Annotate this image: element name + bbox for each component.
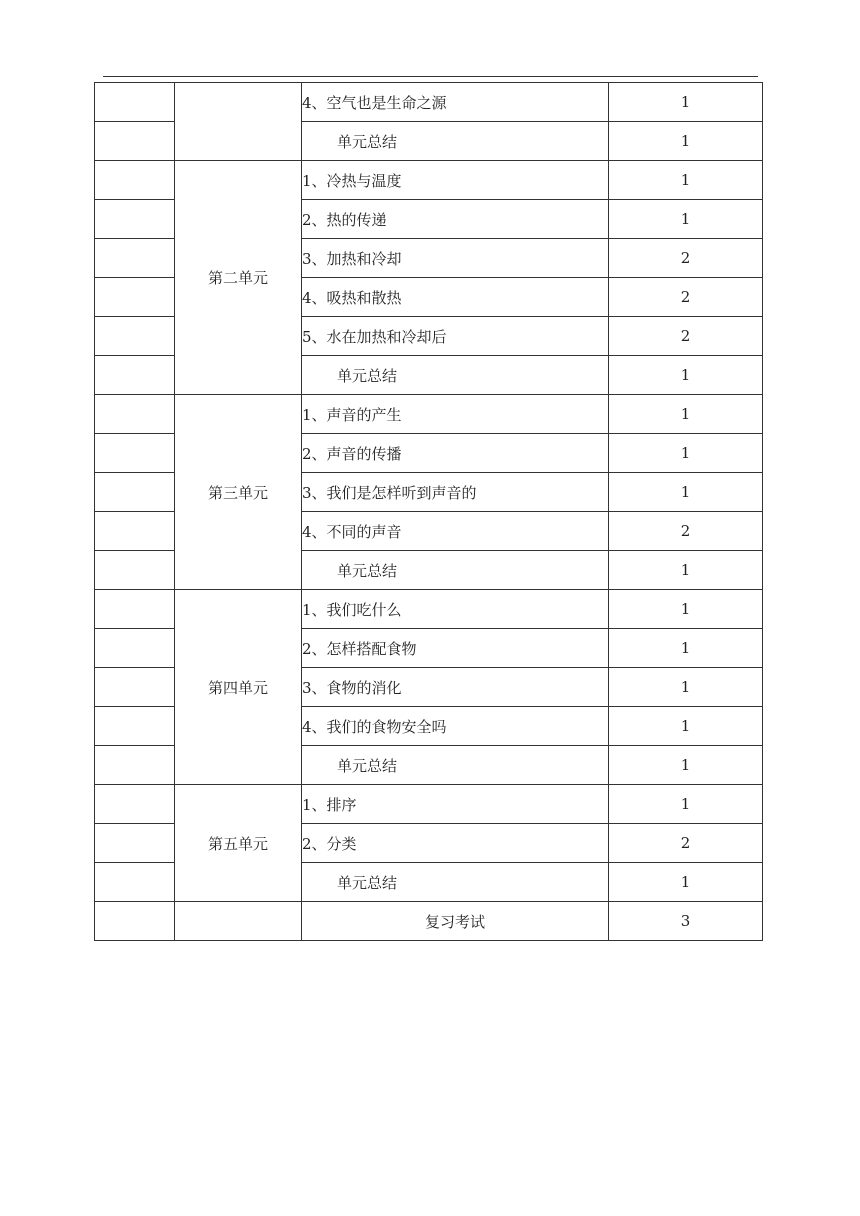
index-cell <box>95 629 175 668</box>
hours-cell: 1 <box>609 434 763 473</box>
lesson-schedule-table <box>94 82 763 941</box>
hours-cell: 1 <box>609 395 763 434</box>
index-cell <box>95 902 175 941</box>
unit-cell <box>175 83 302 161</box>
hours-cell: 1 <box>609 473 763 512</box>
index-cell <box>95 863 175 902</box>
index-cell <box>95 239 175 278</box>
lesson-cell: 3、加热和冷却 <box>302 239 609 278</box>
schedule-body <box>95 83 763 941</box>
hours-cell: 1 <box>609 590 763 629</box>
hours-cell: 1 <box>609 746 763 785</box>
index-cell <box>95 395 175 434</box>
hours-cell: 1 <box>609 629 763 668</box>
index-cell <box>95 278 175 317</box>
hours-cell: 2 <box>609 512 763 551</box>
hours-cell: 1 <box>609 785 763 824</box>
hours-cell: 1 <box>609 356 763 395</box>
index-cell <box>95 434 175 473</box>
index-cell <box>95 200 175 239</box>
unit-cell: 第四单元 <box>175 590 302 785</box>
index-cell <box>95 590 175 629</box>
hours-cell: 1 <box>609 161 763 200</box>
hours-cell: 1 <box>609 551 763 590</box>
index-cell <box>95 668 175 707</box>
lesson-cell: 1、冷热与温度 <box>302 161 609 200</box>
unit-summary-cell: 单元总结 <box>302 356 609 395</box>
table-row <box>95 83 763 122</box>
hours-cell: 1 <box>609 668 763 707</box>
hours-cell: 2 <box>609 239 763 278</box>
table-row <box>95 395 763 434</box>
unit-summary-cell: 单元总结 <box>302 863 609 902</box>
unit-cell <box>175 902 302 941</box>
lesson-cell: 2、怎样搭配食物 <box>302 629 609 668</box>
hours-cell: 1 <box>609 200 763 239</box>
hours-cell: 1 <box>609 83 763 122</box>
lesson-cell: 4、空气也是生命之源 <box>302 83 609 122</box>
unit-cell: 第三单元 <box>175 395 302 590</box>
unit-summary-cell: 单元总结 <box>302 551 609 590</box>
unit-cell: 第二单元 <box>175 161 302 395</box>
lesson-cell: 3、食物的消化 <box>302 668 609 707</box>
hours-cell: 1 <box>609 707 763 746</box>
index-cell <box>95 161 175 200</box>
review-row <box>95 902 763 941</box>
index-cell <box>95 707 175 746</box>
unit-summary-cell: 单元总结 <box>302 122 609 161</box>
lesson-cell: 2、热的传递 <box>302 200 609 239</box>
lesson-cell: 1、我们吃什么 <box>302 590 609 629</box>
index-cell <box>95 356 175 395</box>
lesson-cell: 2、声音的传播 <box>302 434 609 473</box>
index-cell <box>95 746 175 785</box>
index-cell <box>95 512 175 551</box>
index-cell <box>95 122 175 161</box>
lesson-cell: 4、吸热和散热 <box>302 278 609 317</box>
hours-cell: 1 <box>609 863 763 902</box>
table-row <box>95 161 763 200</box>
unit-summary-cell: 单元总结 <box>302 746 609 785</box>
lesson-cell: 1、排序 <box>302 785 609 824</box>
hours-cell: 2 <box>609 278 763 317</box>
table-row <box>95 785 763 824</box>
index-cell <box>95 785 175 824</box>
lesson-cell: 4、不同的声音 <box>302 512 609 551</box>
index-cell <box>95 551 175 590</box>
lesson-cell: 3、我们是怎样听到声音的 <box>302 473 609 512</box>
lesson-cell: 5、水在加热和冷却后 <box>302 317 609 356</box>
table-row <box>95 590 763 629</box>
header-rule <box>103 76 758 77</box>
lesson-cell: 2、分类 <box>302 824 609 863</box>
unit-cell: 第五单元 <box>175 785 302 902</box>
index-cell <box>95 317 175 356</box>
index-cell <box>95 473 175 512</box>
hours-cell: 2 <box>609 317 763 356</box>
review-hours-cell: 3 <box>609 902 763 941</box>
hours-cell: 1 <box>609 122 763 161</box>
hours-cell: 2 <box>609 824 763 863</box>
lesson-cell: 1、声音的产生 <box>302 395 609 434</box>
index-cell <box>95 824 175 863</box>
lesson-cell: 4、我们的食物安全吗 <box>302 707 609 746</box>
review-lesson-cell: 复习考试 <box>302 902 609 941</box>
index-cell <box>95 83 175 122</box>
